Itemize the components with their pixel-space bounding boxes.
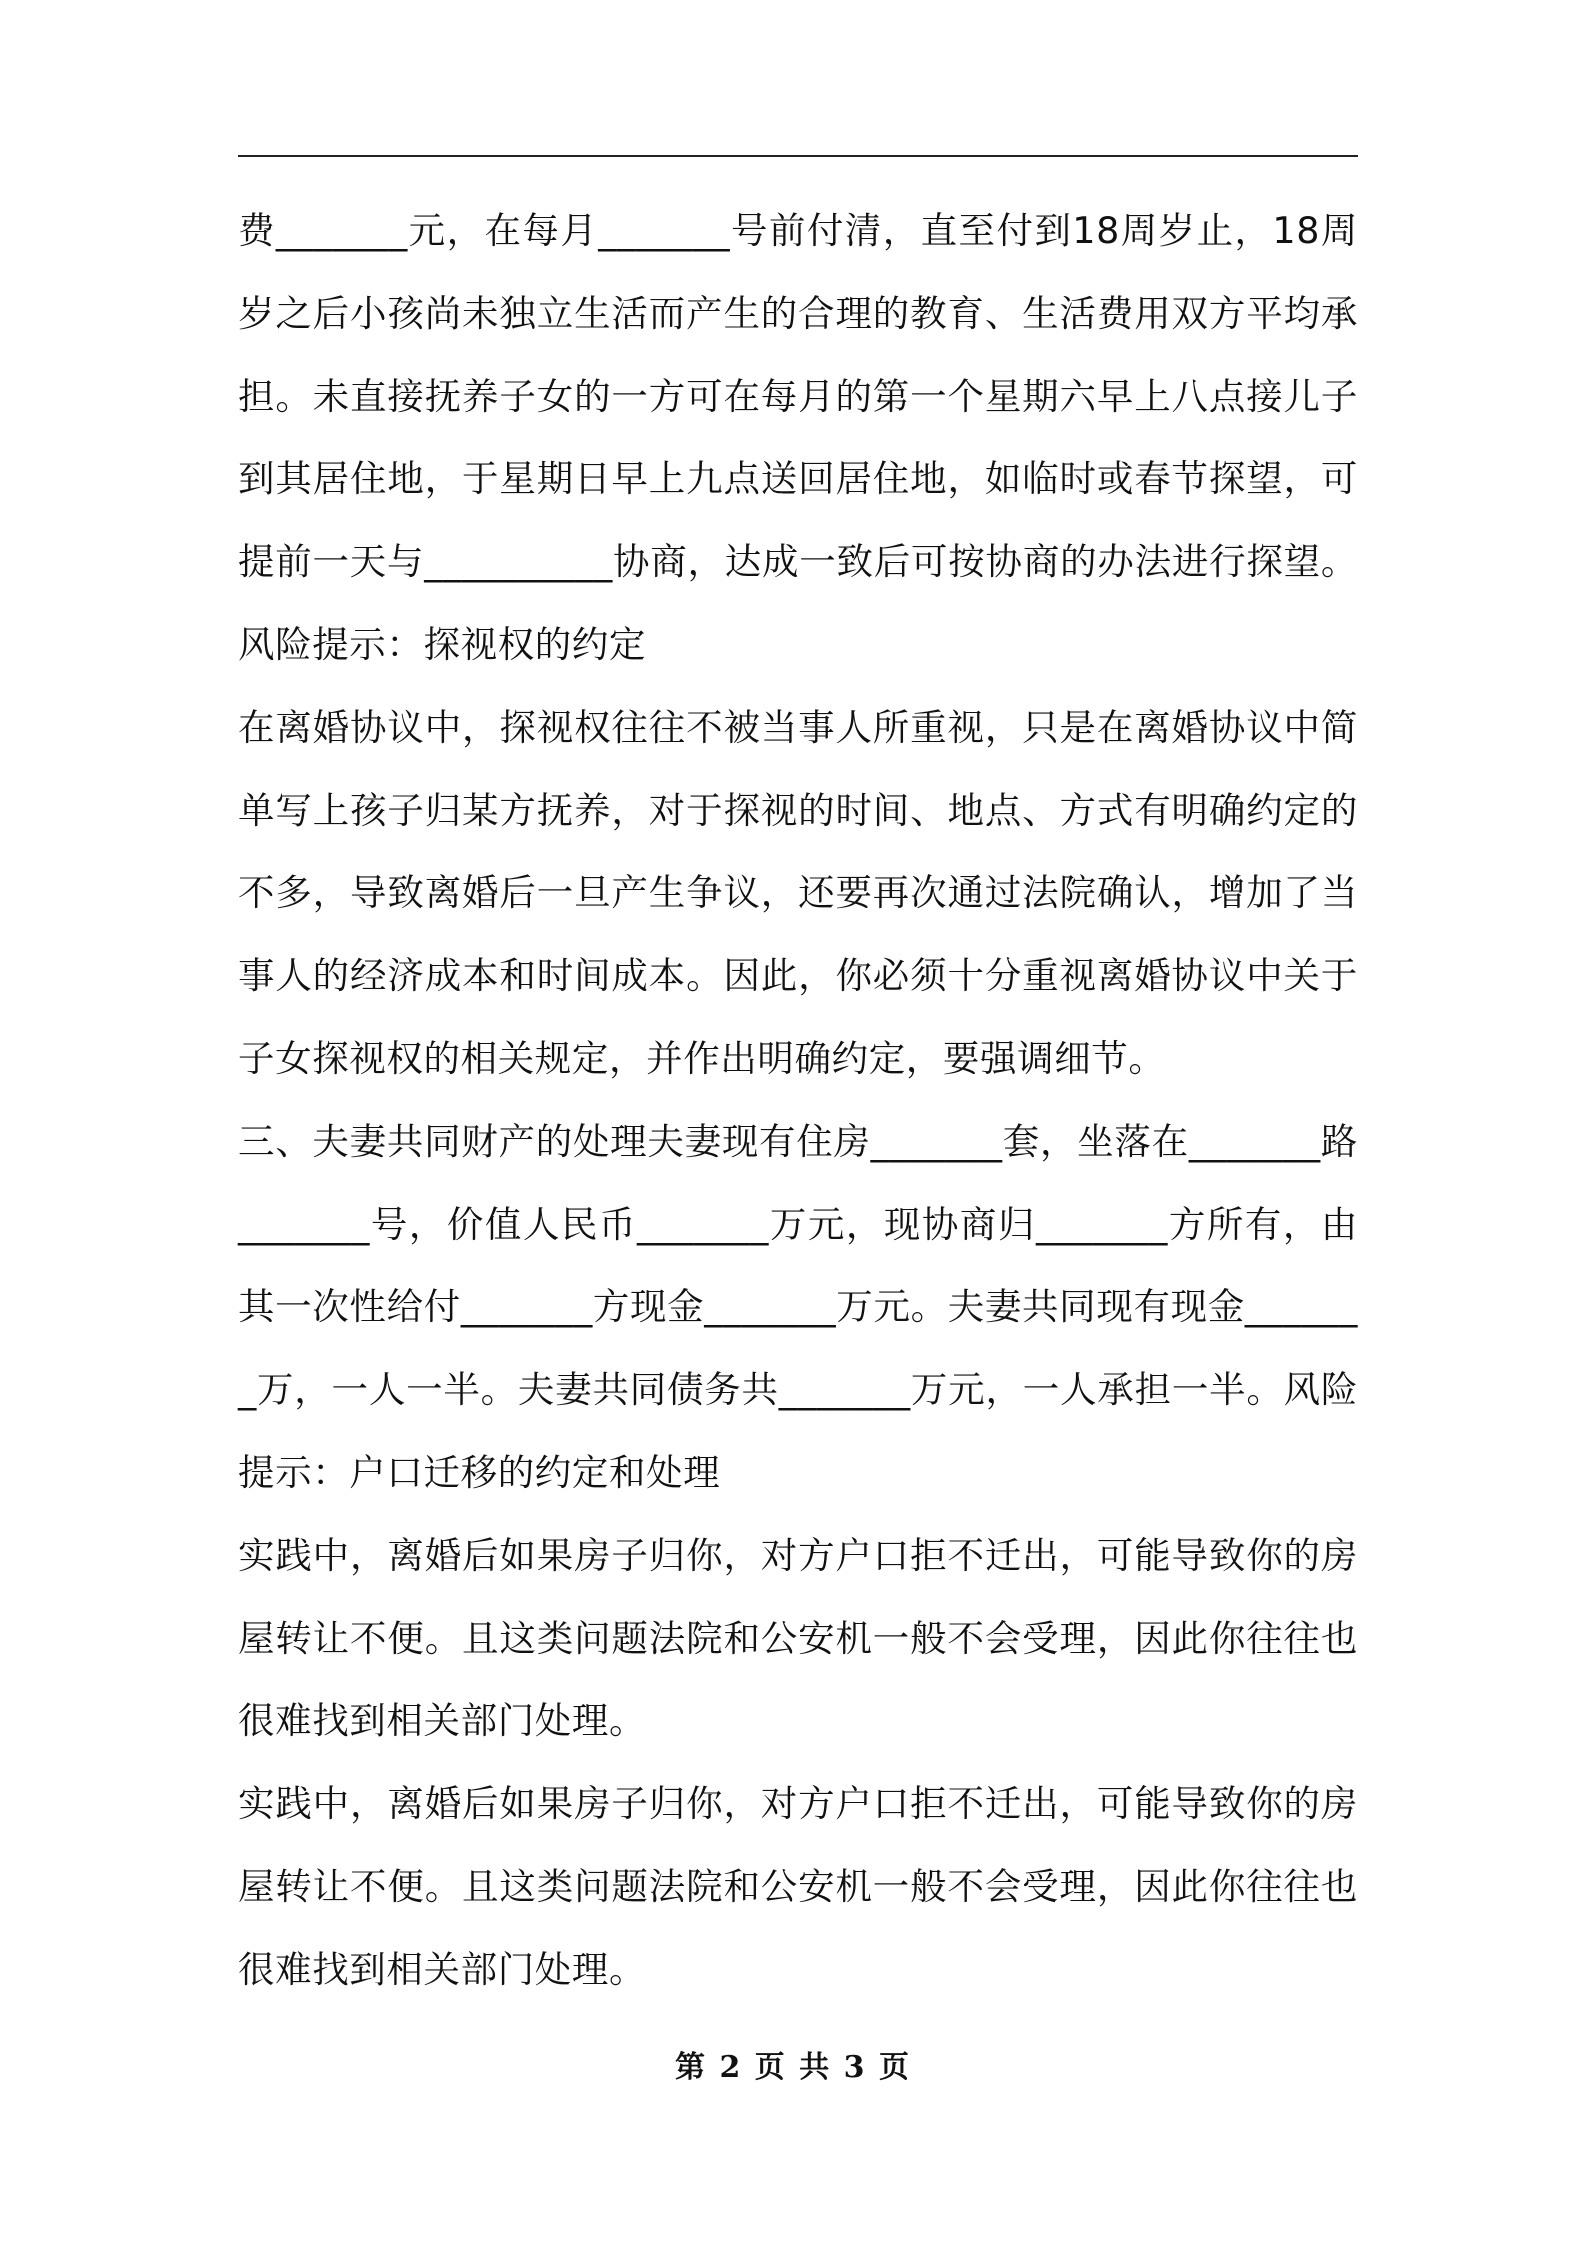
paragraph-household-registration-2: 实践中，离婚后如果房子归你，对方户口拒不迁出，可能导致你的房屋转让不便。且这类问题法院和公安机一般不会受理，因此你往往也很难找到相关部门处理。 xyxy=(238,1782,1358,1991)
paragraph-household-registration-1: 实践中，离婚后如果房子归你，对方户口拒不迁出，可能导致你的房屋转让不便。且这类问题法院和公安机一般不会受理，因此你往往也很难找到相关部门处理。 xyxy=(238,1533,1358,1743)
page-number-footer: 第 2 页 共 3 页 xyxy=(675,2050,911,2085)
paragraph-child-support-visitation: 费_______元，在每月_______号前付清，直至付到18周岁止，18周岁之后小孩尚未独立生活而产生的合理的教育、生活费用双方平均承担。未直接抚养子女的一方可在每月的第一个星期六早上八点接儿子到其居住地，于星期日早上九点送回居住地，如临时或春节探望，可提前一天与__________协商，达成一致后可按协商的办法进行探望。风险提示：探视权的约定 xyxy=(238,209,1358,666)
document-body xyxy=(238,190,1358,2012)
paragraph-joint-property: 三、夫妻共同财产的处理夫妻现有住房_______套，坐落在_______路_______号，价值人民币_______万元，现协商归_______方所有，由其一次性给付_______方现金_______万元。夫妻共同现有现金_______万，一人一半。夫妻共同债务共_______万元，一人承担一半。风险提示：户口迁移的约定和处理 xyxy=(238,1119,1358,1494)
header-rule xyxy=(238,155,1358,157)
paragraph-visitation-risk: 在离婚协议中，探视权往往不被当事人所重视，只是在离婚协议中简单写上孩子归某方抚养，对于探视的时间、地点、方式有明确约定的不多，导致离婚后一旦产生争议，还要再次通过法院确认，增加了当事人的经济成本和时间成本。因此，你必须十分重视离婚协议中关于子女探视权的相关规定，并作出明确约定，要强调细节。 xyxy=(238,705,1358,1080)
